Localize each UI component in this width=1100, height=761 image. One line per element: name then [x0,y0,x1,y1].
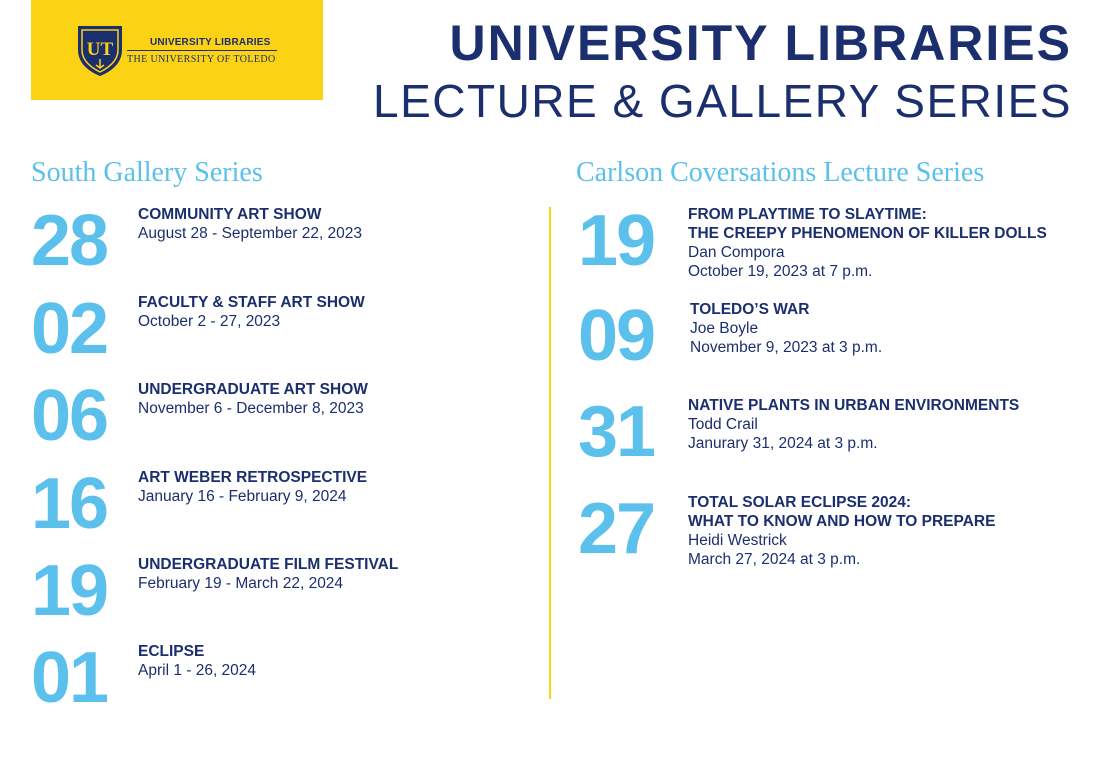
logo-emblem: UT [86,39,114,60]
south-gallery-heading: South Gallery Series [31,157,263,188]
event-title: UNDERGRADUATE FILM FESTIVAL [138,556,399,573]
lecture-speaker: Dan Compora [688,244,785,261]
lecture-datetime: Janurary 31, 2024 at 3 p.m. [688,435,878,452]
event-day: 19 [31,551,108,631]
lecture-title: NATIVE PLANTS IN URBAN ENVIRONMENTS [688,397,1020,414]
event-title: UNDERGRADUATE ART SHOW [138,381,368,398]
lecture-datetime: October 19, 2023 at 7 p.m. [688,263,873,280]
event-dates: August 28 - September 22, 2023 [138,225,363,242]
carlson-lecture-heading: Carlson Coversations Lecture Series [576,157,985,188]
event-dates: October 2 - 27, 2023 [138,313,281,330]
logo-text [127,37,277,65]
event-day: 06 [31,376,108,456]
event-day: 02 [31,289,108,369]
logo-line-libraries: UNIVERSITY LIBRARIES [127,37,277,51]
lecture-title: TOLEDO’S WAR [690,301,810,318]
lecture-speaker: Todd Crail [688,416,758,433]
lecture-speaker: Heidi Westrick [688,532,787,549]
event-dates: February 19 - March 22, 2024 [138,575,344,592]
university-logo [31,0,323,100]
event-day: 16 [31,464,108,544]
lecture-day: 27 [578,489,655,569]
event-title: COMMUNITY ART SHOW [138,206,322,223]
page-subtitle: LECTURE & GALLERY SERIES [372,75,1072,127]
lecture-datetime: March 27, 2024 at 3 p.m. [688,551,861,568]
lecture-day: 09 [578,296,655,376]
lecture-title-line2: WHAT TO KNOW AND HOW TO PREPARE [688,513,996,530]
lecture-day: 31 [578,392,655,472]
event-dates: April 1 - 26, 2024 [138,662,257,679]
lecture-datetime: November 9, 2023 at 3 p.m. [690,339,883,356]
event-day: 28 [31,201,108,281]
page-title: UNIVERSITY LIBRARIES [449,15,1072,71]
logo-line-university: THE UNIVERSITY OF TOLEDO [127,54,276,65]
event-dates: January 16 - February 9, 2024 [138,488,347,505]
lecture-day: 19 [578,201,655,281]
column-divider [549,207,551,699]
lecture-title: FROM PLAYTIME TO SLAYTIME: [688,206,927,223]
event-title: ECLIPSE [138,643,205,660]
lecture-title-line2: THE CREEPY PHENOMENON OF KILLER DOLLS [688,225,1047,242]
lecture-speaker: Joe Boyle [690,320,759,337]
lecture-title: TOTAL SOLAR ECLIPSE 2024: [688,494,912,511]
event-dates: November 6 - December 8, 2023 [138,400,364,417]
event-title: FACULTY & STAFF ART SHOW [138,294,365,311]
event-title: ART WEBER RETROSPECTIVE [138,469,368,486]
shield-icon [76,24,124,78]
event-day: 01 [31,638,108,718]
